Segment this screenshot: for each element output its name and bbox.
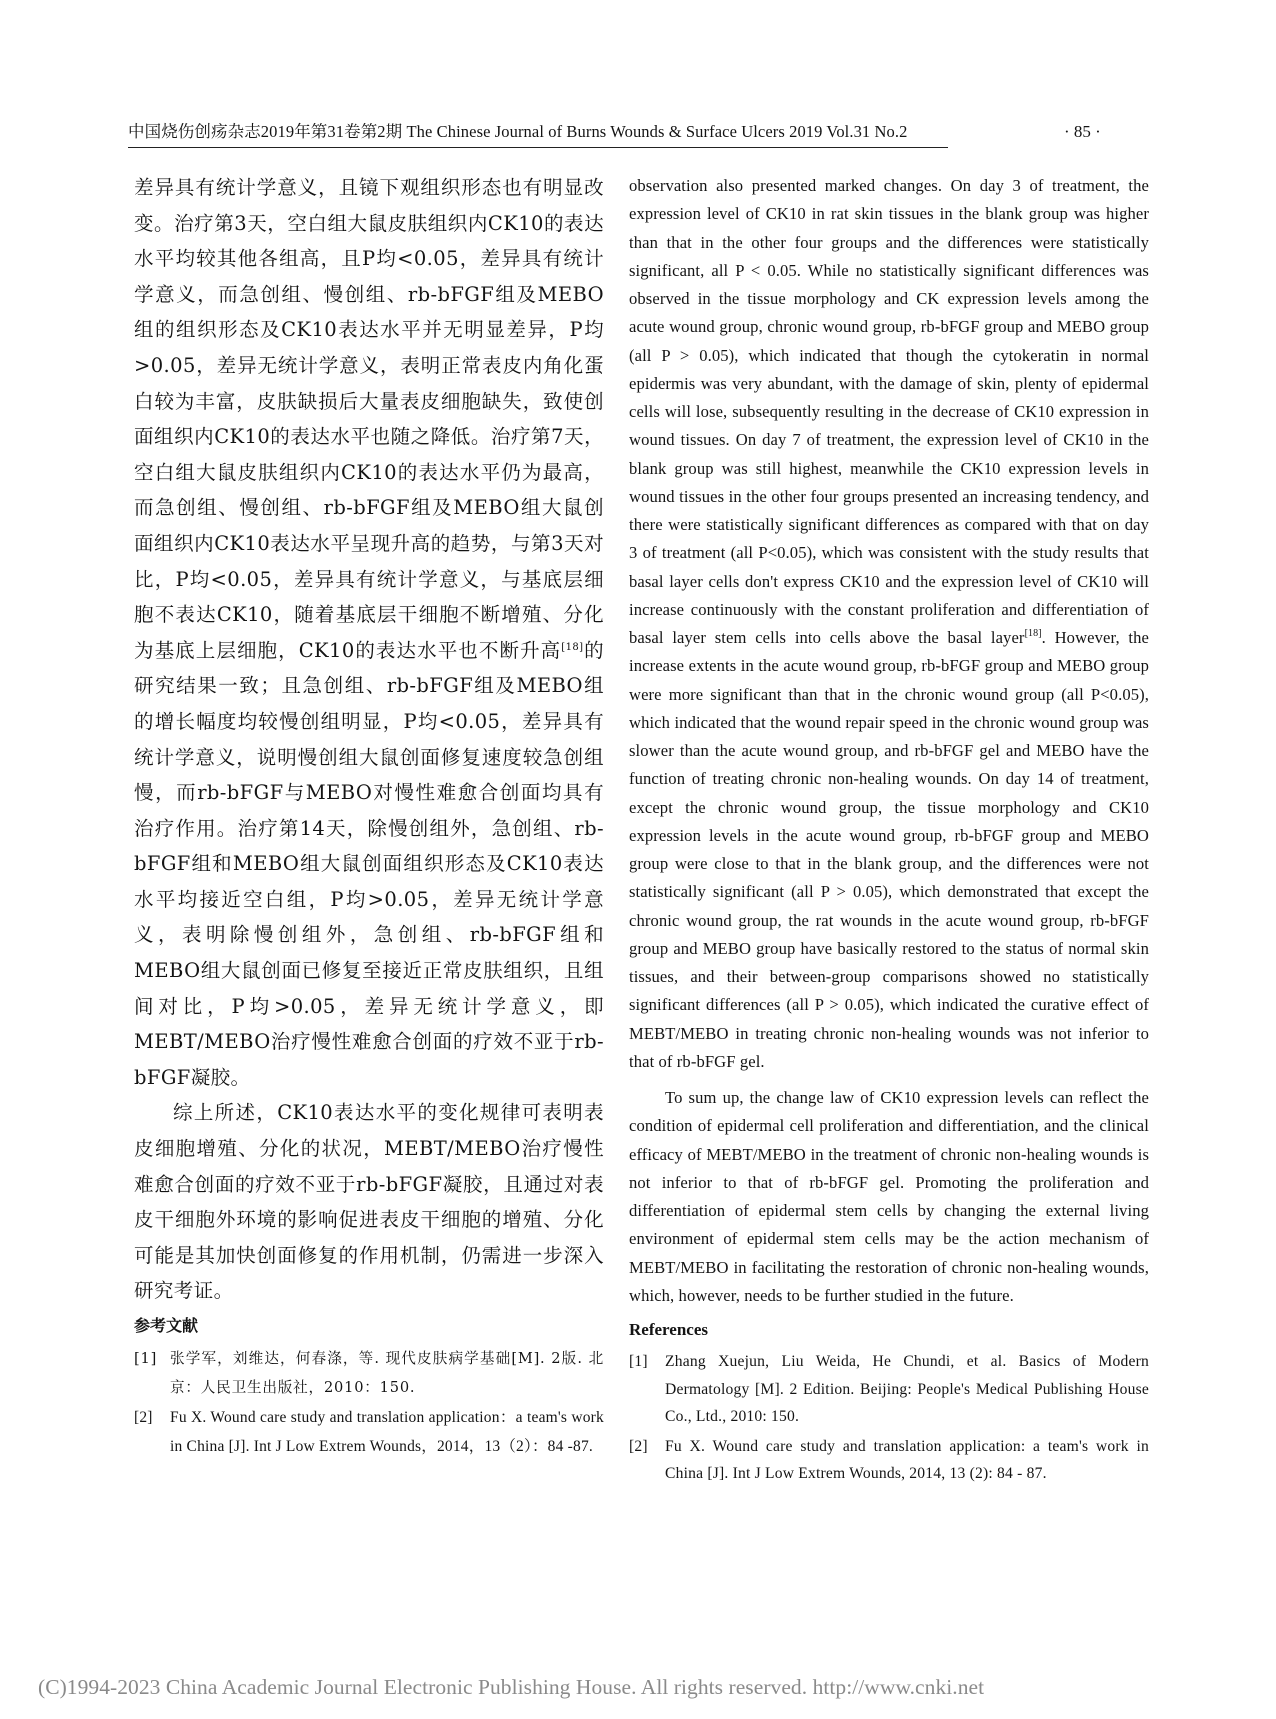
reference-text: 张学军，刘维达，何春涤，等. 现代皮肤病学基础[M]. 2版. 北京：人民卫生出版社，2010：150.: [170, 1350, 604, 1396]
chinese-column: [134, 170, 604, 1463]
reference-list-chinese: [134, 1345, 604, 1461]
english-paragraph-conclusion: To sum up, the change law of CK10 expression levels can reflect the condition of epidermal cell proliferation and differentiation, and the clinical efficacy of MEBT/MEBO in the treatment of chronic non-healing wounds is not inferior to that of rb-bFGF gel. Promoting the proliferation and differentiation of epidermal stem cells by changing the external living environment of epidermal stem cells may be the action mechanism of MEBT/MEBO in facilitating the restoration of chronic non-healing wounds, which, however, needs to be further studied in the future.: [629, 1088, 1149, 1305]
header-rule: [128, 147, 948, 148]
chinese-paragraph-conclusion: 综上所述，CK10表达水平的变化规律可表明表皮细胞增殖、分化的状况，MEBT/MEBO治疗慢性难愈合创面的疗效不亚于rb-bFGF凝胶，且通过对表皮干细胞外环境的影响促进表皮干细胞的增殖、分化可能是其加快创面修复的作用机制，仍需进一步深入研究考证。: [134, 1101, 604, 1303]
reference-text: Fu X. Wound care study and translation application：a team's work in China [J]. Int J Low Extrem Wounds，2014，13（2）：84 -87.: [170, 1409, 604, 1455]
reference-list-english: [629, 1348, 1149, 1488]
reference-text: Fu X. Wound care study and translation application: a team's work in China [J]. Int J Low Extrem Wounds, 2014, 13 (2): 84 - 87.: [665, 1437, 1149, 1483]
page-number: · 85 ·: [1064, 122, 1101, 141]
reference-number: [2]: [134, 1409, 153, 1427]
chinese-paragraph-text: 差异具有统计学意义，且镜下观组织形态也有明显改变。治疗第3天，空白组大鼠皮肤组织内CK10的表达水平均较其他各组高，且P均<0.05，差异具有统计学意义，而急创组、慢创组、rb-bFGF组及MEBO组的组织形态及CK10表达水平并无明显差异，P均>0.05，差异无统计学意义，表明正常表皮内角化蛋白较为丰富，皮肤缺损后大量表皮细胞缺失，致使创面组织内CK10的表达水平也随之降低。治疗第7天，空白组大鼠皮肤组织内CK10的表达水平仍为最高，而急创组、慢创组、rb-bFGF组及MEBO组大鼠创面组织内CK10表达水平呈现升高的趋势，与第3天对比，P均<0.05，差异具有统计学意义，与基底层细胞不表达CK10，随着基底层干细胞不断增殖、分化为基底上层细胞，CK10的表达水平也不断升高: [134, 176, 604, 662]
reference-item: [134, 1345, 604, 1402]
citation-mark[interactable]: [18]: [561, 641, 584, 653]
citation-mark[interactable]: [18]: [1024, 628, 1042, 639]
reference-item: [629, 1433, 1149, 1488]
english-paragraph-text: observation also presented marked changes. On day 3 of treatment, the expression level of CK10 in rat skin tissues in the blank group was higher than that in the other four groups and the differences were statistically significant, all P < 0.05. While no statistically significant differences was observed in the tissue morphology and CK expression levels among the acute wound group, chronic wound group, rb-bFGF group and MEBO group (all P > 0.05), which indicated that though the cytokeratin in normal epidermis was very abundant, with the damage of skin, plenty of epidermal cells will lose, subsequently resulting in the decrease of CK10 expression in wound tissues. On day 7 of treatment, the expression level of CK10 in the blank group was still highest, meanwhile the CK10 expression levels in wound tissues in the other four groups presented an increasing tendency, and there were statistically significant differences as compared with that on day 3 of treatment (all P<0.05), which was consistent with the study results that basal layer cells don't express CK10 and the expression level of CK10 will increase continuously with the constant proliferation and differentiation of basal layer stem cells into cells above the basal layer: [629, 176, 1149, 647]
references-heading-english: References: [629, 1320, 708, 1339]
reference-item: [134, 1404, 604, 1461]
journal-citation: 中国烧伤创疡杂志2019年第31卷第2期 The Chinese Journal of Burns Wounds & Surface Ulcers 2019 Vol.31 No.2: [128, 122, 908, 141]
reference-item: [629, 1348, 1149, 1431]
references-heading-chinese: 参考文献: [134, 1316, 199, 1335]
english-paragraph-results: [629, 172, 1149, 1076]
english-paragraph-text-continued: . However, the increase extents in the acute wound group, rb-bFGF group and MEBO group were more significant than that in the chronic wound group (all P<0.05), which indicated that the wound repair speed in the chronic wound group was slower than the acute wound group, and rb-bFGF gel and MEBO have the function of treating chronic non-healing wounds. On day 14 of treatment, except the chronic wound group, the tissue morphology and CK10 expression levels in the acute wound group, rb-bFGF group and MEBO group were close to that in the blank group, and the differences were not statistically significant (all P > 0.05), which demonstrated that except the chronic wound group, the rat wounds in the acute wound group, rb-bFGF group and MEBO group have basically restored to the status of normal skin tissues, and their between-group comparisons showed no statistically significant differences (all P > 0.05), which indicated the curative effect of MEBT/MEBO in treating chronic non-healing wounds was not inferior to that of rb-bFGF gel.: [629, 628, 1150, 1071]
reference-number: [1]: [629, 1353, 648, 1370]
copyright-footer: (C)1994-2023 China Academic Journal Electronic Publishing House. All rights reserved. http://www.cnki.net: [38, 1675, 985, 1699]
english-column: [629, 172, 1149, 1490]
reference-number: [1]: [134, 1350, 158, 1367]
reference-number: [2]: [629, 1437, 648, 1455]
reference-text: Zhang Xuejun, Liu Weida, He Chundi, et al. Basics of Modern Dermatology [M]. 2 Edition. Beijing: People's Medical Publishing House Co., Ltd., 2010: 150.: [665, 1353, 1149, 1426]
running-header: [128, 118, 1148, 146]
chinese-paragraph-text-continued: 的研究结果一致；且急创组、rb-bFGF组及MEBO组的增长幅度均较慢创组明显，P均<0.05，差异具有统计学意义，说明慢创组大鼠创面修复速度较急创组慢，而rb-bFGF与MEBO对慢性难愈合创面均具有治疗作用。治疗第14天，除慢创组外，急创组、rb-bFGF组和MEBO组大鼠创面组织形态及CK10表达水平均接近空白组，P均>0.05，差异无统计学意义，表明除慢创组外，急创组、rb-bFGF组和MEBO组大鼠创面已修复至接近正常皮肤组织，且组间对比，P均>0.05，差异无统计学意义，即MEBT/MEBO治疗慢性难愈合创面的疗效不亚于rb-bFGF凝胶。: [134, 638, 604, 1089]
chinese-paragraph-results: [134, 170, 604, 1095]
